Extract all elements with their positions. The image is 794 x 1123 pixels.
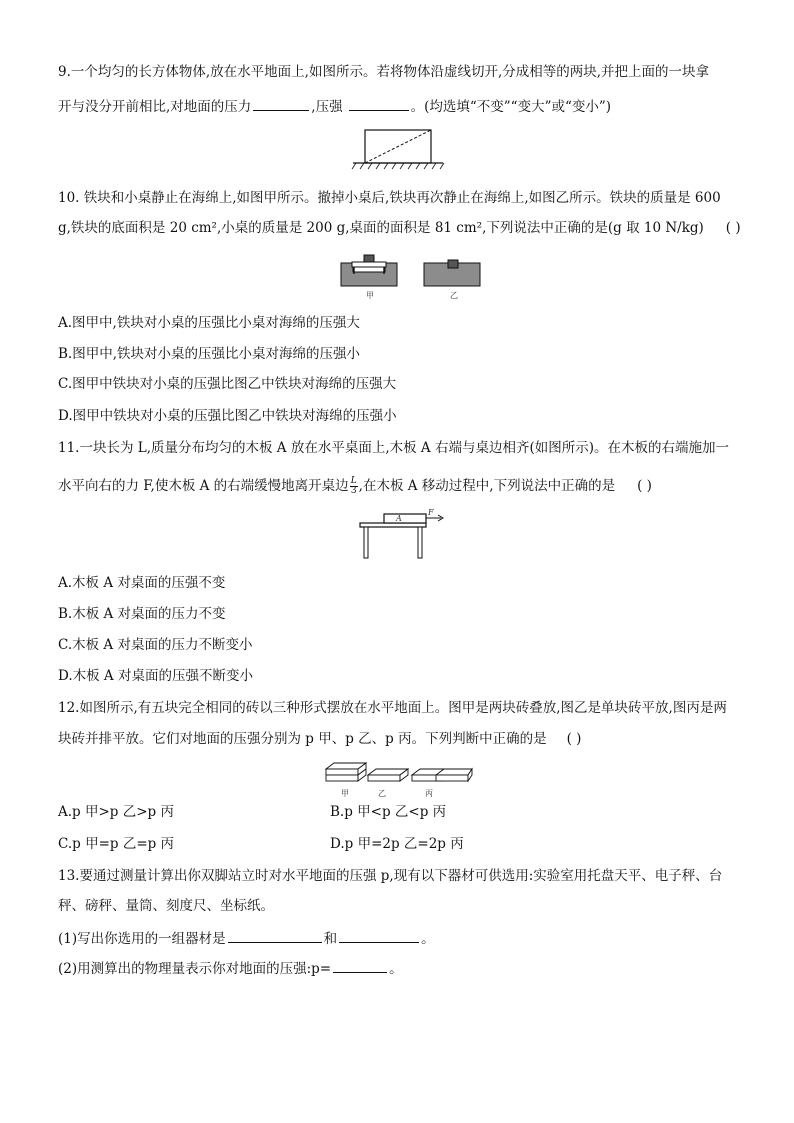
q9-text-c: 。(均选填“不变”“变大”或“变小”) [410,99,612,115]
q13-line2: 秤、磅秤、量筒、刻度尺、坐标纸。 [58,898,274,914]
q9-block-diagram [350,125,446,171]
q13-part2-text-b: 。 [389,961,403,977]
q12-bricks-diagram [322,755,474,789]
q9-line2 [58,96,611,117]
q10-line1: 10. 铁块和小桌静止在海绵上,如图甲所示。撤掉小桌后,铁块再次静止在海绵上,如图乙所示。铁块的质量是 600 [58,190,721,206]
q11-label-f: F [428,508,434,517]
q12-caption-jia: 甲 [341,789,349,798]
q10-answer-paren[interactable]: ( ) [725,220,741,236]
q9-text-b: ,压强 [311,99,343,115]
q13-line1: 13.要通过测量计算出你双脚站立时对水平地面的压强 p,现有以下器材可供选用:实验室用托盘天平、电子秤、台 [58,868,723,884]
q12-answer-paren[interactable]: ( ) [566,731,582,747]
q11-frac-den: 3 [350,486,357,496]
q10-option-a[interactable]: A.图甲中,铁块对小桌的压强比小桌对海绵的压强大 [58,315,360,331]
q9-line1: 9.一个均匀的长方体物体,放在水平地面上,如图所示。若将物体沿虚线切开,分成相等的两块,并把上面的一块拿 [58,64,710,80]
q12-line1: 12.如图所示,有五块完全相同的砖以三种形式摆放在水平地面上。图甲是两块砖叠放,图乙是单块砖平放,图丙是两 [58,700,727,716]
q13-part2-text-a: (2)用测算出的物理量表示你对地面的压强:p= [58,961,332,977]
q10-option-d[interactable]: D.图甲中铁块对小桌的压强比图乙中铁块对海绵的压强小 [58,408,397,424]
q11-option-d[interactable]: D.木板 A 对桌面的压强不断变小 [58,668,253,684]
q12-option-b[interactable]: B.p 甲<p 乙<p 丙 [330,804,447,820]
q10-line2 [58,218,741,238]
q12-option-c[interactable]: C.p 甲=p 乙=p 丙 [58,836,175,852]
q10-caption-jia: 甲 [366,291,374,300]
q11-frac-num: L [350,476,357,486]
q11-option-b[interactable]: B.木板 A 对桌面的压力不变 [58,606,226,622]
q11-text-a: 水平向右的力 F,使木板 A 的右端缓慢地离开桌边 [58,478,349,494]
q9-blank-pressure[interactable] [349,96,409,111]
q13-part1-text-b: 和 [323,931,338,947]
q11-fraction [350,477,358,496]
q13-blank-pressure-formula[interactable] [333,958,387,973]
q13-part1 [58,928,435,949]
q10-caption-yi: 乙 [450,291,458,300]
q9-blank-force[interactable] [253,96,309,111]
q11-option-c[interactable]: C.木板 A 对桌面的压力不断变小 [58,637,253,653]
q11-line1: 11.一块长为 L,质量分布均匀的木板 A 放在水平桌面上,木板 A 右端与桌边相齐(如图所示)。在木板的右端施加一 [58,440,730,456]
q13-part1-text-a: (1)写出你选用的一组器材是 [58,931,226,947]
q11-answer-paren[interactable]: ( ) [637,478,652,494]
q12-caption-bing: 丙 [425,789,433,798]
q12-stem: 块砖并排平放。它们对地面的压强分别为 p 甲、p 乙、p 丙。下列判断中正确的是 [58,731,547,747]
q12-line2 [58,729,581,749]
q10-option-c[interactable]: C.图甲中铁块对小桌的压强比图乙中铁块对海绵的压强大 [58,376,397,392]
q11-text-b: ,在木板 A 移动过程中,下列说法中正确的是 [358,478,616,494]
q12-option-d[interactable]: D.p 甲=2p 乙=2p 丙 [330,836,464,852]
q12-option-a[interactable]: A.p 甲>p 乙>p 丙 [58,804,174,820]
q11-option-a[interactable]: A.木板 A 对桌面的压强不变 [58,575,226,591]
q12-caption-yi: 乙 [378,789,386,798]
q10-option-b[interactable]: B.图甲中,铁块对小桌的压强比小桌对海绵的压强小 [58,346,361,362]
q10-stem: g,铁块的底面积是 20 cm²,小桌的质量是 200 g,桌面的面积是 81 cm²,下列说法中正确的是(g 取 10 N/kg) [58,220,704,236]
q13-part1-text-c: 。 [421,931,435,947]
q11-label-a: A [396,514,402,523]
q13-part2 [58,958,403,979]
q13-blank-equipment-2[interactable] [339,928,419,943]
q13-blank-equipment-1[interactable] [228,928,322,943]
q9-text-a: 开与没分开前相比,对地面的压力 [58,99,252,115]
q11-line2 [58,476,652,496]
q10-sponge-diagram [338,246,488,298]
